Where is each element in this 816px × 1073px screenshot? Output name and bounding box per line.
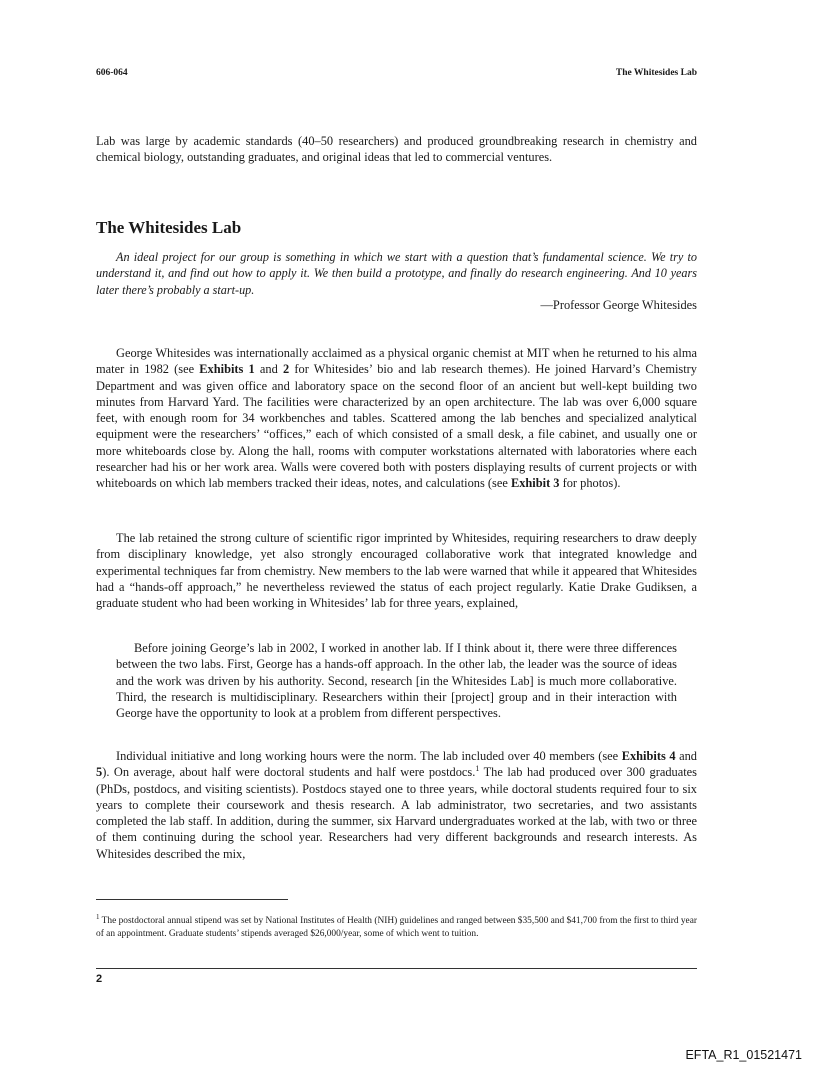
exhibit-ref: Exhibits 4 [621,749,676,763]
epigraph-attribution: —Professor George Whitesides [540,298,697,312]
intro-paragraph: Lab was large by academic standards (40–50 researchers) and produced groundbreaking research in chemistry and chemical biology, outstanding graduates, and original ideas that led to commercial ventures. [96,134,697,165]
paragraph-lab-culture: The lab retained the strong culture of scientific rigor imprinted by Whitesides, requiring researchers to draw deeply from disciplinary knowledge, yet also strongly encouraged collaborative work that integrated knowledge and experimental techniques far from chemistry. New members to the lab were warned that while it appeared that Whitesides had a “hands-off approach,” he nevertheless reviewed the status of each project regularly. Katie Drake Gudiksen, a graduate student who had been working in Whitesides’ lab for three years, explained, [96,531,697,611]
exhibit-ref: Exhibits 1 [199,362,255,377]
footnote-divider [96,899,288,900]
document-id: EFTA_R1_01521471 [685,1048,802,1062]
page-number: 2 [96,973,103,985]
page-header [96,68,697,82]
epigraph-quote: An ideal project for our group is something in which we start with a question that’s fundamental science. We try to understand it, and find out how to apply it. We then build a prototype, and finally do research engineering. And 10 years later there’s probably a start-up. [96,250,697,297]
footnote-number: 1 [96,912,100,921]
exhibit-ref: 5 [96,765,103,780]
gudiksen-quote: Before joining George’s lab in 2002, I worked in another lab. If I think about it, there were three differences between the two labs. First, George has a hands-off approach. In the other lab, the leader was the source of ideas and the work was driven by his authority. Second, research [in the Whitesides Lab] is much more collaborative. Third, the research is multidisciplinary. Researchers within their [project] group and in their interaction with George have the opportunity to look at a problem from different perspectives. [116,641,677,721]
case-number: 606-064 [96,68,128,78]
paragraph-lab-history: George Whitesides was internationally acclaimed as a physical organic chemist at MIT when he returned to his alma mater in 1982 (see Exhibits 1 and 2 for Whitesides’ bio and lab research themes). He joined Harvard’s Chemistry Department and was given office and laboratory space on the second floor of an ancient but well-kept building two minutes from Harvard Yard. The facilities were characterized by an open architecture. The lab was over 6,000 square feet, with enough room for 34 workbenches and tables. Scattered among the lab benches and specialized analytical equipment were the researchers’ “offices,” each of which consisted of a small desk, a file cabinet, and usually one or more whiteboards close by. Along the hall, rooms with computer workstations alternated with laboratories where each researcher had his or her work area. Walls were covered both with posters displaying results of current projects or with whiteboards on which lab members tracked their ideas, notes, and calculations (see Exhibit 3 for photos). [96,346,697,491]
footnote: $^1$ The postdoctoral annual stipend was set by National Institutes of Health (NIH) guidelines and ranged between $35,500 and $41,700 from the first to third year of an appointment. Graduate students’ stipends averaged $26,000/year, some of which went to tuition. [96,912,697,939]
footnote-marker: 1 [475,764,480,774]
paragraph-lab-members: Individual initiative and long working hours were the norm. The lab included over 40 members (see Exhibits 4 and 5). On average, about half were doctoral students and half were postdocs.$^1$ The lab had produced over 300 graduates (PhDs, postdocs, and visiting scientists). Postdocs stayed one to three years, while doctoral students required four to six years to complete their coursework and thesis research. A lab administrator, two secretaries, and two assistants completed the lab staff. In addition, during the summer, six Harvard undergraduates worked at the lab, with two or three of them continuing during the school year. Researchers had very different backgrounds and research interests. As Whitesides described the mix, [96,749,697,861]
section-title: The Whitesides Lab [96,218,242,237]
running-title: The Whitesides Lab [615,68,697,78]
exhibit-ref: Exhibit 3 [510,476,560,491]
exhibit-ref: 2 [283,362,290,377]
page-footer-rule [96,968,697,969]
